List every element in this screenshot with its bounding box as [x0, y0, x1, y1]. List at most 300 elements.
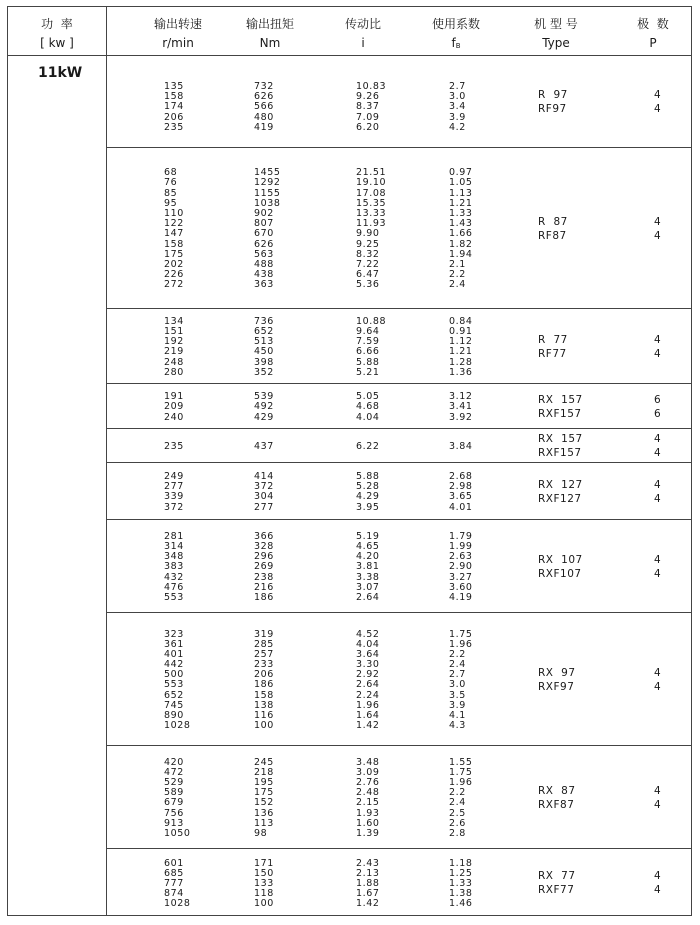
table-cell: 209	[164, 401, 184, 413]
table-group	[106, 148, 691, 309]
torque-column	[254, 82, 274, 133]
table-cell: 226	[164, 269, 184, 281]
table-cell: 233	[254, 659, 274, 671]
table-cell: 1.96	[449, 777, 473, 789]
table-cell: 304	[254, 491, 274, 503]
torque-column	[254, 442, 274, 452]
header-output-speed: 输出转速 r/min	[153, 17, 202, 50]
table-cell: 492	[254, 401, 274, 413]
table-cell: 277	[164, 481, 184, 493]
table-cell: 553	[164, 591, 184, 603]
table-cell: 5.88	[356, 356, 380, 368]
header-model-type: 机 型 号 Type	[534, 17, 578, 50]
factor-column	[449, 859, 473, 910]
table-cell: 1.55	[449, 756, 473, 768]
table-cell: 652	[254, 326, 274, 338]
table-cell: 2.64	[356, 591, 380, 603]
header-power: 功 率 [ kw ]	[40, 17, 74, 50]
table-cell: 601	[164, 857, 184, 869]
table-cell: 476	[164, 581, 184, 593]
model-type-cell: R 87 RF87	[538, 215, 568, 242]
table-cell: 432	[164, 571, 184, 583]
table-cell: 328	[254, 540, 274, 552]
table-cell: 9.64	[356, 326, 380, 338]
poles-cell: 4 4	[654, 333, 661, 360]
table-cell: 437	[254, 440, 274, 452]
speed-column	[164, 532, 184, 603]
table-group	[106, 55, 691, 148]
table-cell: 2.4	[449, 659, 466, 671]
table-group	[106, 746, 691, 849]
table-cell: 566	[254, 101, 274, 113]
model-type-cell: RX 157 RXF157	[538, 433, 583, 459]
table-cell: 6.22	[356, 440, 380, 452]
speed-column	[164, 758, 191, 840]
table-group	[106, 520, 691, 613]
table-cell: 2.92	[356, 669, 380, 681]
table-cell: 9.26	[356, 91, 380, 103]
table-cell: 5.28	[356, 481, 380, 493]
table-cell: 3.81	[356, 561, 380, 573]
poles-cell: 6 6	[654, 393, 661, 420]
table-cell: 3.09	[356, 766, 380, 778]
table-cell: 1.75	[449, 628, 473, 640]
torque-column	[254, 317, 274, 378]
poles-cell: 4 4	[654, 478, 661, 505]
table-cell: 248	[164, 356, 184, 368]
table-cell: 3.92	[449, 411, 473, 423]
table-cell: 206	[164, 111, 184, 123]
table-cell: 281	[164, 530, 184, 542]
table-cell: 1.93	[356, 807, 380, 819]
table-cell: 807	[254, 218, 274, 230]
table-cell: 539	[254, 391, 274, 403]
table-cell: 6.20	[356, 121, 380, 133]
poles-cell: 4 4	[654, 784, 661, 811]
table-cell: 3.07	[356, 581, 380, 593]
table-cell: 4.04	[356, 411, 380, 423]
table-cell: 152	[254, 797, 274, 809]
table-cell: 398	[254, 356, 274, 368]
table-cell: 1.13	[449, 187, 473, 199]
table-cell: 529	[164, 777, 184, 789]
table-cell: 277	[254, 501, 274, 513]
table-cell: 429	[254, 411, 274, 423]
table-cell: 285	[254, 638, 274, 650]
table-cell: 3.65	[449, 491, 473, 503]
table-cell: 186	[254, 679, 274, 691]
table-cell: 240	[164, 411, 184, 423]
table-cell: 419	[254, 121, 274, 133]
table-cell: 1.96	[356, 699, 380, 711]
table-cell: 6.66	[356, 346, 380, 358]
table-cell: 118	[254, 888, 274, 900]
table-cell: 1455	[254, 167, 281, 179]
header-ratio: 传动比 i	[344, 17, 381, 50]
table-cell: 3.60	[449, 581, 473, 593]
table-cell: 2.6	[449, 817, 466, 829]
ratio-column	[356, 758, 380, 840]
table-cell: 2.7	[449, 81, 466, 92]
table-cell: 249	[164, 471, 184, 483]
table-cell: 269	[254, 561, 274, 573]
model-type-cell: RX 87 RXF87	[538, 784, 576, 811]
table-cell: 902	[254, 208, 274, 220]
table-cell: 732	[254, 81, 274, 92]
table-cell: 3.27	[449, 571, 473, 583]
power-value: 11kW	[38, 65, 83, 81]
model-type-cell: RX 97 RXF97	[538, 666, 576, 693]
factor-column	[449, 758, 473, 840]
table-cell: 685	[164, 867, 184, 879]
table-cell: 68	[164, 167, 178, 179]
table-cell: 195	[254, 777, 274, 789]
factor-column	[449, 82, 466, 133]
table-cell: 3.9	[449, 111, 466, 123]
table-cell: 19.10	[356, 177, 387, 189]
table-cell: 777	[164, 877, 184, 889]
table-cell: 15.35	[356, 197, 387, 209]
model-type-cell: R 97 RF97	[538, 88, 568, 115]
table-cell: 174	[164, 101, 184, 113]
factor-column	[449, 472, 473, 513]
table-cell: 1.38	[449, 888, 473, 900]
table-cell: 1.12	[449, 336, 473, 348]
table-cell: 363	[254, 279, 274, 291]
table-cell: 98	[254, 828, 268, 839]
model-type-cell: RX 127 RXF127	[538, 478, 583, 505]
table-cell: 1.36	[449, 366, 473, 378]
table-cell: 6.47	[356, 269, 380, 281]
table-cell: 1.33	[449, 208, 473, 220]
factor-column	[449, 168, 473, 290]
table-cell: 7.22	[356, 258, 380, 270]
table-cell: 1.99	[449, 540, 473, 552]
poles-cell: 4 4	[654, 433, 661, 459]
speed-column	[164, 859, 191, 910]
header-output-torque: 输出扭矩 Nm	[245, 17, 294, 50]
table-cell: 4.01	[449, 501, 473, 513]
table-cell: 2.7	[449, 669, 466, 681]
table-cell: 366	[254, 530, 274, 542]
table-cell: 3.30	[356, 659, 380, 671]
table-cell: 5.05	[356, 391, 380, 403]
table-cell: 151	[164, 326, 184, 338]
table-cell: 3.12	[449, 391, 473, 403]
speed-column	[164, 442, 184, 452]
table-cell: 553	[164, 679, 184, 691]
table-cell: 158	[164, 91, 184, 103]
table-cell: 296	[254, 551, 274, 563]
table-cell: 158	[254, 689, 274, 701]
table-cell: 2.4	[449, 797, 466, 809]
table-cell: 401	[164, 648, 184, 660]
table-cell: 0.97	[449, 167, 473, 179]
table-cell: 2.4	[449, 279, 466, 291]
table-cell: 372	[254, 481, 274, 493]
model-type-cell: RX 157 RXF157	[538, 393, 583, 420]
table-cell: 361	[164, 638, 184, 650]
table-cell: 3.5	[449, 689, 466, 701]
table-cell: 133	[254, 877, 274, 889]
table-group	[106, 849, 691, 917]
table-cell: 202	[164, 258, 184, 270]
torque-column	[254, 392, 274, 423]
table-cell: 171	[254, 857, 274, 869]
speed-column	[164, 472, 184, 513]
table-cell: 3.0	[449, 91, 466, 103]
table-cell: 3.95	[356, 501, 380, 513]
table-cell: 1.42	[356, 720, 380, 732]
table-cell: 9.25	[356, 238, 380, 250]
table-cell: 8.37	[356, 101, 380, 113]
table-cell: 1.25	[449, 867, 473, 879]
table-cell: 216	[254, 581, 274, 593]
table-cell: 2.5	[449, 807, 466, 819]
table-cell: 2.13	[356, 867, 380, 879]
table-cell: 513	[254, 336, 274, 348]
table-cell: 3.64	[356, 648, 380, 660]
factor-column	[449, 317, 473, 378]
torque-column	[254, 630, 274, 732]
factor-column	[449, 630, 473, 732]
table-cell: 5.19	[356, 530, 380, 542]
table-cell: 116	[254, 710, 274, 721]
model-type-cell: RX 107 RXF107	[538, 553, 583, 580]
table-cell: 1.33	[449, 877, 473, 889]
table-cell: 372	[164, 501, 184, 513]
torque-column	[254, 532, 274, 603]
table-cell: 3.9	[449, 699, 466, 711]
table-cell: 1038	[254, 197, 281, 209]
table-cell: 589	[164, 787, 184, 799]
table-cell: 913	[164, 817, 184, 829]
table-cell: 2.48	[356, 787, 380, 799]
table-cell: 2.1	[449, 258, 466, 270]
table-cell: 100	[254, 720, 274, 732]
table-cell: 7.59	[356, 336, 380, 348]
table-cell: 17.08	[356, 187, 387, 199]
table-cell: 235	[164, 440, 184, 452]
table-group	[106, 429, 691, 463]
table-cell: 158	[164, 238, 184, 250]
table-group	[106, 613, 691, 746]
table-cell: 150	[254, 867, 274, 879]
table-cell: 175	[254, 787, 274, 799]
table-cell: 3.38	[356, 571, 380, 583]
poles-cell: 4 4	[654, 88, 661, 115]
table-cell: 2.24	[356, 689, 380, 701]
table-cell: 1.46	[449, 898, 473, 910]
table-cell: 147	[164, 228, 184, 240]
table-cell: 5.21	[356, 366, 380, 378]
poles-cell: 4 4	[654, 553, 661, 580]
table-cell: 191	[164, 391, 184, 403]
table-cell: 745	[164, 699, 184, 711]
table-cell: 1.21	[449, 346, 473, 358]
table-cell: 626	[254, 91, 274, 103]
header-service-factor: 使用系数 $f_B$	[431, 17, 480, 50]
table-cell: 100	[254, 898, 274, 910]
table-cell: 110	[164, 208, 184, 220]
table-cell: 113	[254, 817, 274, 829]
table-cell: 438	[254, 269, 274, 281]
table-cell: 21.51	[356, 167, 387, 179]
table-cell: 500	[164, 669, 184, 681]
table-cell: 1.67	[356, 888, 380, 900]
table-cell: 472	[164, 766, 184, 778]
table-cell: 1.60	[356, 817, 380, 829]
table-cell: 2.68	[449, 471, 473, 483]
table-cell: 480	[254, 111, 274, 123]
table-cell: 3.0	[449, 679, 466, 691]
table-cell: 1.94	[449, 248, 473, 260]
table-cell: 175	[164, 248, 184, 260]
table-cell: 219	[164, 346, 184, 358]
ratio-column	[356, 442, 380, 452]
table-cell: 7.09	[356, 111, 380, 123]
table-cell: 2.98	[449, 481, 473, 493]
table-cell: 890	[164, 710, 184, 721]
table-cell: 1.88	[356, 877, 380, 889]
table-cell: 670	[254, 228, 274, 240]
poles-cell: 4 4	[654, 666, 661, 693]
table-cell: 1050	[164, 828, 191, 839]
torque-column	[254, 758, 274, 840]
table-cell: 2.76	[356, 777, 380, 789]
table-cell: 238	[254, 571, 274, 583]
speed-column	[164, 392, 184, 423]
table-cell: 4.29	[356, 491, 380, 503]
table-cell: 1.39	[356, 828, 380, 839]
table-cell: 1.96	[449, 638, 473, 650]
table-cell: 2.2	[449, 648, 466, 660]
poles-cell: 4 4	[654, 870, 661, 896]
table-cell: 134	[164, 315, 184, 327]
table-cell: 1.05	[449, 177, 473, 189]
ratio-column	[356, 317, 386, 378]
table-cell: 348	[164, 551, 184, 563]
table-cell: 95	[164, 197, 178, 209]
table-cell: 352	[254, 366, 274, 378]
table-cell: 2.90	[449, 561, 473, 573]
table-cell: 192	[164, 336, 184, 348]
table-cell: 218	[254, 766, 274, 778]
speed-column	[164, 317, 184, 378]
table-cell: 2.63	[449, 551, 473, 563]
table-cell: 874	[164, 888, 184, 900]
table-cell: 1292	[254, 177, 281, 189]
table-cell: 756	[164, 807, 184, 819]
table-cell: 1028	[164, 898, 191, 910]
table-cell: 9.90	[356, 228, 380, 240]
table-cell: 3.4	[449, 101, 466, 113]
table-cell: 235	[164, 121, 184, 133]
table-cell: 5.88	[356, 471, 380, 483]
table-cell: 1028	[164, 720, 191, 732]
table-cell: 4.20	[356, 551, 380, 563]
table-cell: 652	[164, 689, 184, 701]
table-cell: 319	[254, 628, 274, 640]
table-cell: 383	[164, 561, 184, 573]
table-cell: 736	[254, 315, 274, 327]
table-cell: 136	[254, 807, 274, 819]
table-group	[106, 384, 691, 429]
table-cell: 4.19	[449, 591, 473, 603]
torque-column	[254, 859, 274, 910]
table-cell: 339	[164, 491, 184, 503]
table-cell: 2.8	[449, 828, 466, 839]
table-cell: 1.18	[449, 857, 473, 869]
table-cell: 1.43	[449, 218, 473, 230]
table-cell: 1.75	[449, 766, 473, 778]
table-cell: 1.64	[356, 710, 380, 721]
table-cell: 414	[254, 471, 274, 483]
table-cell: 280	[164, 366, 184, 378]
table-cell: 3.48	[356, 756, 380, 768]
table-cell: 0.84	[449, 315, 473, 327]
speed-column	[164, 82, 184, 133]
table-cell: 2.2	[449, 269, 466, 281]
table-cell: 4.2	[449, 121, 466, 133]
table-cell: 10.83	[356, 81, 387, 92]
table-cell: 563	[254, 248, 274, 260]
torque-column	[254, 472, 274, 513]
table-cell: 257	[254, 648, 274, 660]
ratio-column	[356, 532, 380, 603]
table-cell: 76	[164, 177, 178, 189]
table-cell: 206	[254, 669, 274, 681]
header-poles: 极 数 P	[637, 17, 669, 50]
table-cell: 1155	[254, 187, 281, 199]
table-header	[8, 7, 691, 56]
ratio-column	[356, 82, 386, 133]
table-cell: 4.52	[356, 628, 380, 640]
table-cell: 4.1	[449, 710, 466, 721]
factor-column	[449, 532, 473, 603]
factor-column	[449, 392, 473, 423]
ratio-column	[356, 168, 386, 290]
table-cell: 4.3	[449, 720, 466, 732]
table-cell: 1.21	[449, 197, 473, 209]
factor-column	[449, 442, 473, 452]
table-cell: 138	[254, 699, 274, 711]
ratio-column	[356, 859, 380, 910]
table-cell: 420	[164, 756, 184, 768]
ratio-column	[356, 392, 380, 423]
table-cell: 1.28	[449, 356, 473, 368]
ratio-column	[356, 472, 380, 513]
table-cell: 442	[164, 659, 184, 671]
speed-column	[164, 168, 184, 290]
ratio-column	[356, 630, 380, 732]
table-cell: 2.64	[356, 679, 380, 691]
table-cell: 323	[164, 628, 184, 640]
table-cell: 4.65	[356, 540, 380, 552]
table-cell: 3.41	[449, 401, 473, 413]
table-cell: 135	[164, 81, 184, 92]
table-cell: 450	[254, 346, 274, 358]
table-cell: 85	[164, 187, 178, 199]
table-cell: 1.42	[356, 898, 380, 910]
model-type-cell: RX 77 RXF77	[538, 870, 576, 896]
table-cell: 1.82	[449, 238, 473, 250]
gearbox-data-table	[7, 6, 692, 916]
table-cell: 245	[254, 756, 274, 768]
table-cell: 2.43	[356, 857, 380, 869]
table-cell: 0.91	[449, 326, 473, 338]
table-cell: 314	[164, 540, 184, 552]
